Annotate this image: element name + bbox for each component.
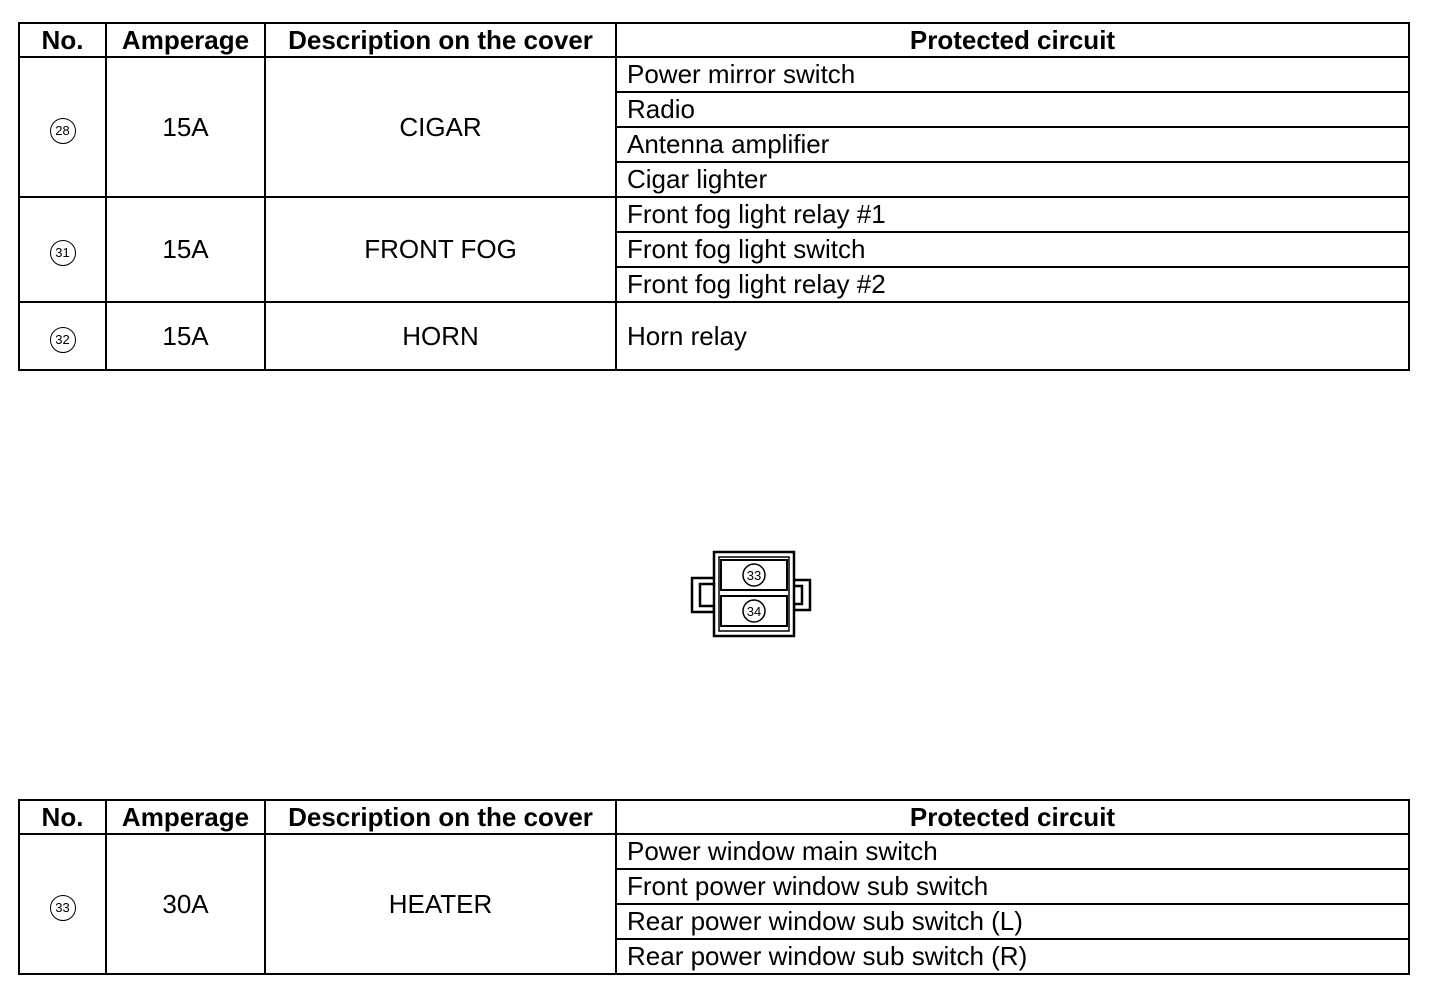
- circuit-cell: Front fog light relay #1: [616, 197, 1409, 232]
- header-no: No.: [19, 23, 106, 57]
- description-cell: CIGAR: [265, 57, 616, 197]
- description-cell: FRONT FOG: [265, 197, 616, 302]
- circuit-cell: Cigar lighter: [616, 162, 1409, 197]
- header-protected-circuit: Protected circuit: [616, 23, 1409, 57]
- circuit-cell: Horn relay: [616, 302, 1409, 370]
- circuit-cell: Radio: [616, 92, 1409, 127]
- circuit-cell: Power window main switch: [616, 834, 1409, 869]
- fuse-table-lower: [18, 799, 1410, 975]
- circuit-cell: Front power window sub switch: [616, 869, 1409, 904]
- fuse-number-cell: [19, 57, 106, 197]
- header-amperage: Amperage: [106, 800, 265, 834]
- fuse-number-badge: 28: [50, 118, 76, 144]
- amperage-cell: 15A: [106, 302, 265, 370]
- connector-left-tab: [692, 578, 714, 612]
- table-row: [19, 197, 1409, 232]
- amperage-cell: 15A: [106, 197, 265, 302]
- table-header-row: [19, 800, 1409, 834]
- header-no: No.: [19, 800, 106, 834]
- fuse-number-badge: 32: [50, 327, 76, 353]
- slot-number-upper: 33: [746, 568, 762, 583]
- header-amperage: Amperage: [106, 23, 265, 57]
- circuit-cell: Rear power window sub switch (R): [616, 939, 1409, 974]
- description-cell: HEATER: [265, 834, 616, 974]
- table-header-row: [19, 23, 1409, 57]
- fuse-number-cell: [19, 834, 106, 974]
- fuse-table-upper: [18, 22, 1410, 371]
- fuse-connector-diagram: [688, 550, 816, 640]
- fuse-number-badge: 31: [50, 240, 76, 266]
- slot-number-lower: 34: [746, 604, 762, 619]
- fuse-number-cell: [19, 197, 106, 302]
- header-description: Description on the cover: [265, 23, 616, 57]
- circuit-cell: Front fog light relay #2: [616, 267, 1409, 302]
- circuit-cell: Antenna amplifier: [616, 127, 1409, 162]
- description-cell: HORN: [265, 302, 616, 370]
- fuse-number-cell: [19, 302, 106, 370]
- table-row: [19, 57, 1409, 92]
- amperage-cell: 30A: [106, 834, 265, 974]
- circuit-cell: Front fog light switch: [616, 232, 1409, 267]
- header-description: Description on the cover: [265, 800, 616, 834]
- header-protected-circuit: Protected circuit: [616, 800, 1409, 834]
- fuse-number-badge: 33: [50, 895, 76, 921]
- table-row: [19, 302, 1409, 370]
- amperage-cell: 15A: [106, 57, 265, 197]
- circuit-cell: Power mirror switch: [616, 57, 1409, 92]
- circuit-cell: Rear power window sub switch (L): [616, 904, 1409, 939]
- table-row: [19, 834, 1409, 869]
- connector-right-tab: [794, 580, 810, 610]
